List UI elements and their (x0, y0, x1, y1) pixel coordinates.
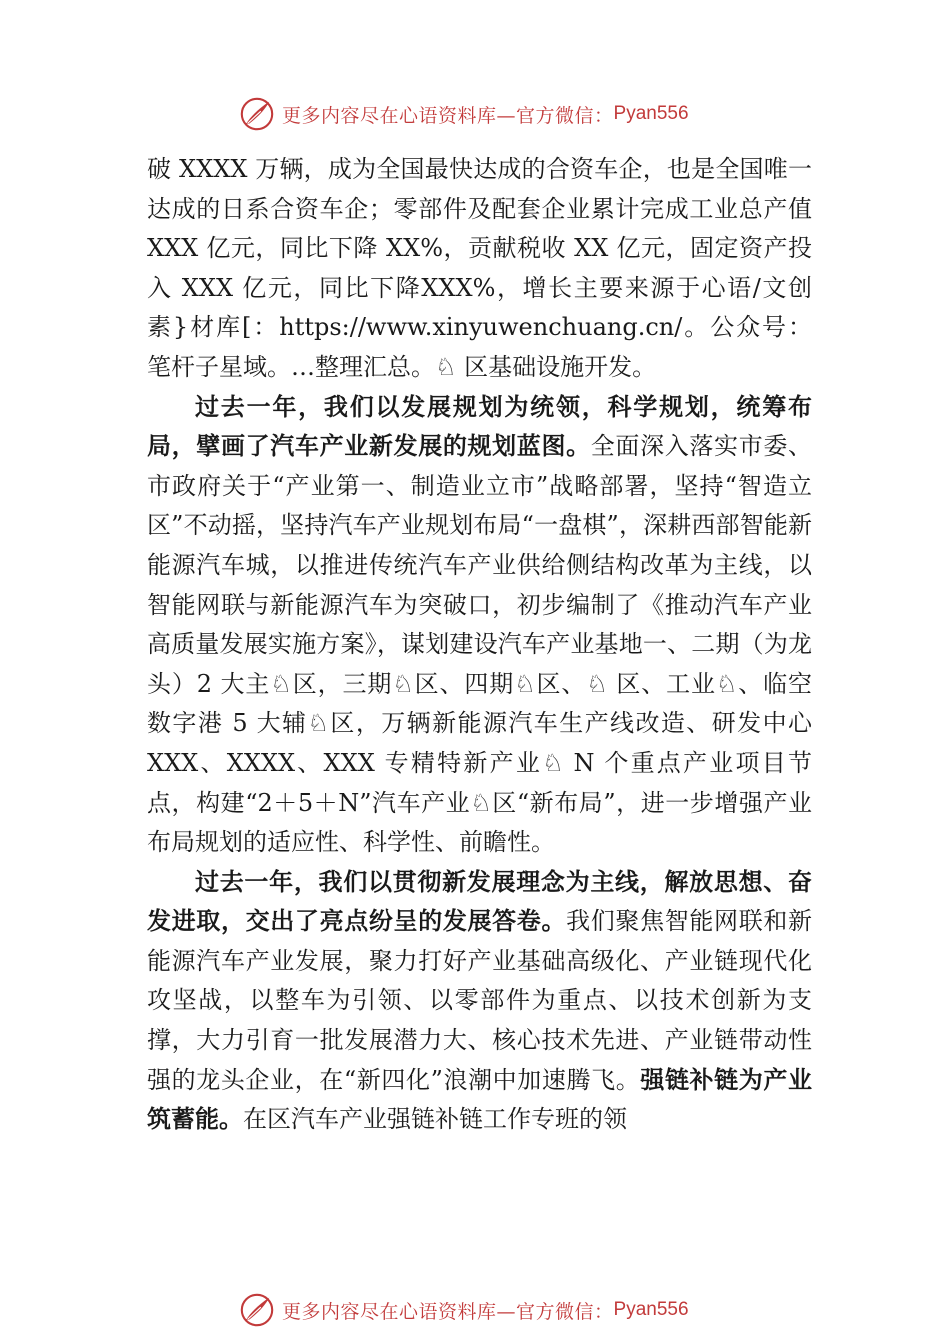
footer-wechat-id: Pyan556 (613, 1299, 689, 1320)
header-wechat-id: Pyan556 (613, 103, 689, 124)
footer-banner (238, 1290, 689, 1330)
paragraph-3-tail: 在区汽车产业强链补链工作专班的领 (243, 1105, 627, 1134)
paragraph-2-lead: 过去一年，我们以发展规划为统领，科学规划，统筹布局，擘画了汽车产业新发展的规划蓝图。 (147, 392, 812, 461)
paragraph-2 (147, 388, 812, 863)
paragraph-2-text: 全面深入落实市委、市政府关于“产业第一、制造业立市”战略部署，坚持“智造立区”不动摇，坚持汽车产业规划布局“一盘棋”，深耕西部智能新能源汽车城，以推进传统汽车产业供给侧结构改革为主线，以智能网联与新能源汽车为突破口，初步编制了《推动汽车产业高质量发展实施方案》，谋划建设汽车产业基地一、二期（为龙头）2 大主♘区，三期♘区、四期♘区、♘ 区、工业♘、临空数字港 5 大辅♘区，万辆新能源汽车生产线改造、研发中心 XXX、XXXX、XXX 专精特新产业♘ N 个重点产业项目节点，构建“2＋5＋N”汽车产业♘区“新布局”，进一步增强产业布局规划的适应性、科学性、前瞻性。 (147, 432, 813, 857)
header-banner-text: 更多内容尽在心语资料库—官方微信： (282, 104, 614, 127)
header-banner (238, 94, 689, 134)
document-body (147, 150, 812, 1140)
quill-logo-icon (238, 1291, 276, 1329)
paragraph-3-text: 我们聚焦智能网联和新能源汽车产业发展，聚力打好产业基础高级化、产业链现代化攻坚战，以整车为引领、以零部件为重点、以技术创新为支撑，大力引育一批发展潜力大、核心技术先进、产业链带动性强的龙头企业，在“新四化”浪潮中加速腾飞。 (147, 907, 813, 1094)
paragraph-3-subhead: 强链补链为产业筑蓄能。 (147, 1065, 812, 1134)
footer-banner-text: 更多内容尽在心语资料库—官方微信： (282, 1300, 614, 1323)
paragraph-1: 破 XXXX 万辆，成为全国最快达成的合资车企，也是全国唯一达成的日系合资车企；零部件及配套企业累计完成工业总产值XXX 亿元，同比下降 XX%，贡献税收 XX 亿元，固定资产投入 XXX 亿元，同比下降XXX%，增长主要来源于心语/文创素}材库[：https://www.xinyuwenchuang.cn/。公众号：笔杆子星域。…整理汇总。♘ 区基础设施开发。 (147, 155, 812, 381)
paragraph-3 (147, 863, 812, 1140)
paragraph-3-lead: 过去一年，我们以贯彻新发展理念为主线，解放思想、奋发进取，交出了亮点纷呈的发展答卷。 (147, 867, 812, 936)
quill-logo-icon (238, 95, 276, 133)
